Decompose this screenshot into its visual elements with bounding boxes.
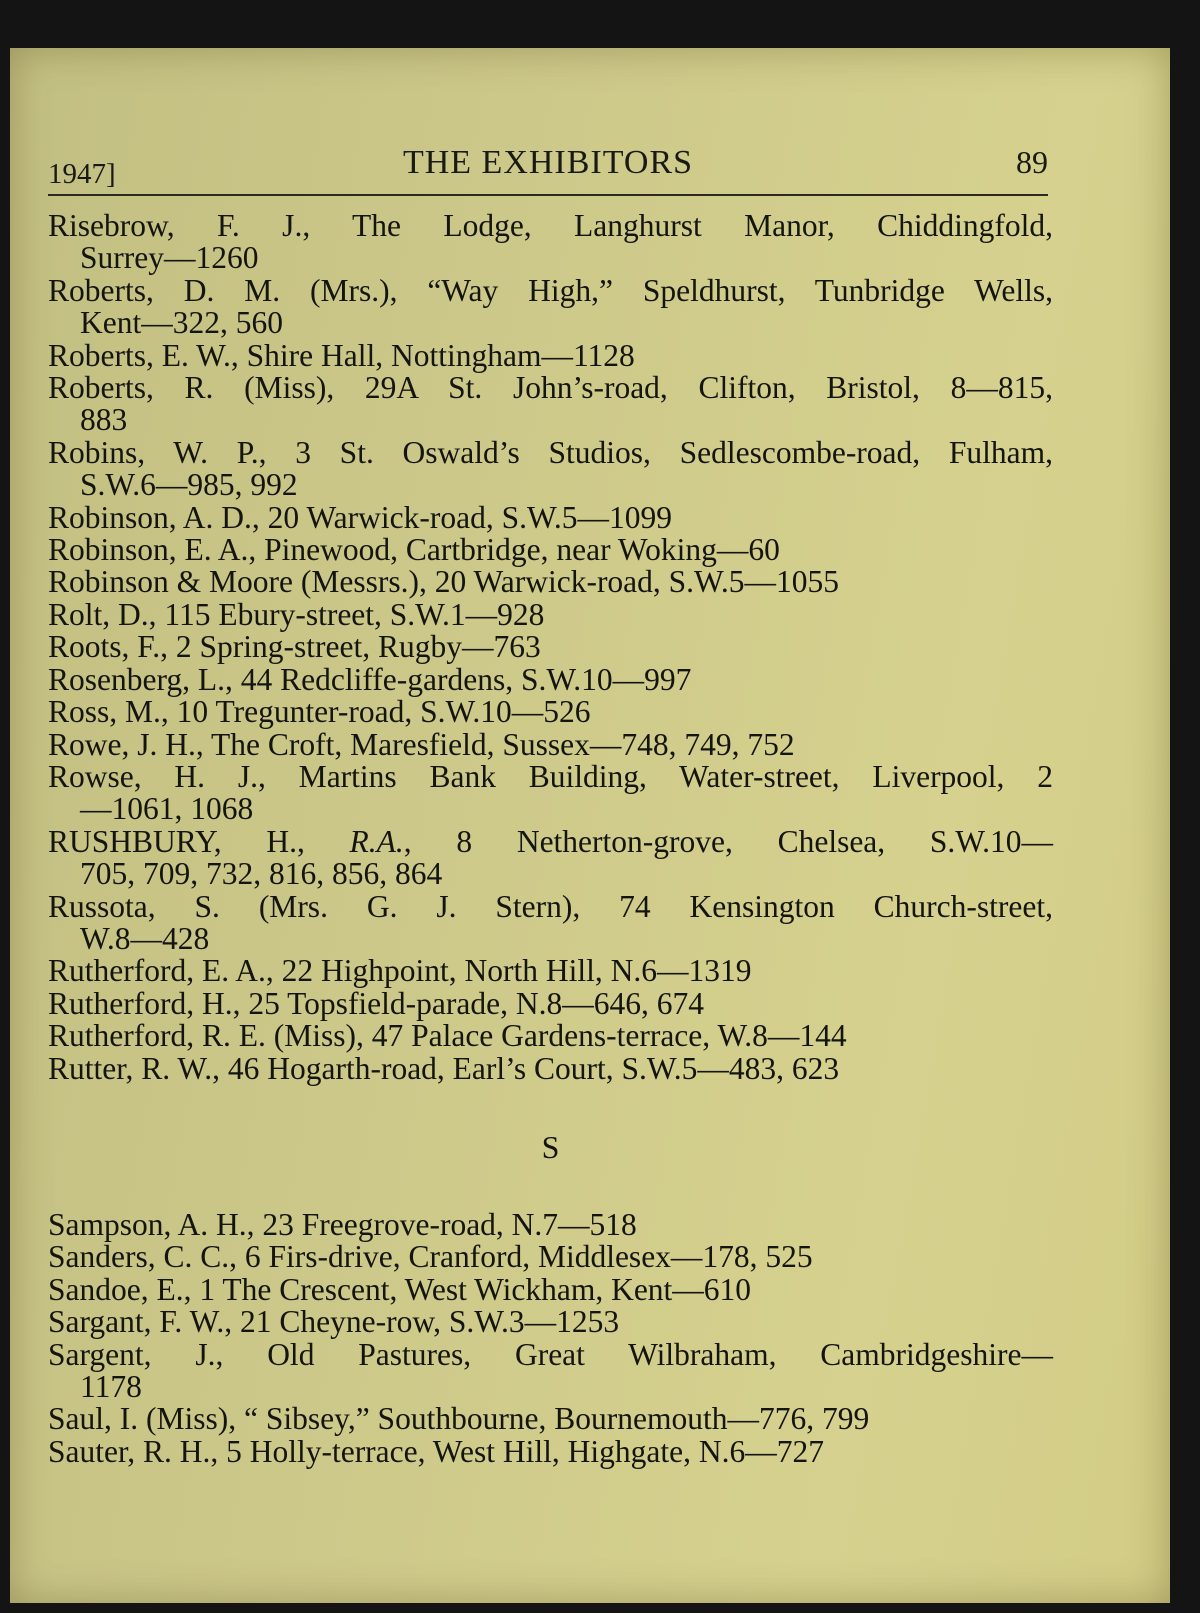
entry-sargant: Sargant, F. W., 21 Cheyne-row, S.W.3—1253 — [48, 1304, 620, 1340]
entry-saul: Saul, I. (Miss), “ Sibsey,” Southbourne, Bournemouth—776, 799 — [48, 1401, 870, 1437]
entry-robins: Robins, W. P., 3 St. Oswald’s Studios, Sedlescombe-road, Fulham, S.W.6—985, 992 — [48, 434, 1053, 503]
entry-sanders: Sanders, C. C., 6 Firs-drive, Cranford, Middlesex—178, 525 — [48, 1239, 813, 1275]
entry-sampson: Sampson, A. H., 23 Freegrove-road, N.7—518 — [48, 1206, 637, 1242]
header-rule — [48, 194, 1048, 196]
entry-sargent: Sargent, J., Old Pastures, Great Wilbraham, Cambridgeshire— 1178 — [48, 1336, 1053, 1404]
entry-roots: Roots, F., 2 Spring-street, Rugby—763 — [48, 629, 541, 665]
entry-rutherford-h: Rutherford, H., 25 Topsfield-parade, N.8—646, 674 — [48, 985, 704, 1021]
header-year: 1947] — [48, 158, 116, 190]
entry-rutherford-e-a: Rutherford, E. A., 22 Highpoint, North Hill, N.6—1319 — [48, 953, 752, 989]
page-title: THE EXHIBITORS — [402, 144, 694, 181]
entry-sauter: Sauter, R. H., 5 Holly-terrace, West Hill, Highgate, N.6—727 — [48, 1433, 824, 1469]
exhibitor-list — [48, 210, 1053, 1468]
entry-rosenberg: Rosenberg, L., 44 Redcliffe-gardens, S.W.10—997 — [48, 661, 692, 697]
entry-roberts-d-m: Roberts, D. M. (Mrs.), “Way High,” Speldhurst, Tunbridge Wells, Kent—322, 560 — [48, 272, 1053, 341]
book-page — [10, 48, 1170, 1603]
entry-roberts-r: Roberts, R. (Miss), 29A St. John’s-road, Clifton, Bristol, 8—815, 883 — [48, 370, 1053, 438]
entry-ross: Ross, M., 10 Tregunter-road, S.W.10—526 — [48, 694, 591, 730]
entry-robinson-a-d: Robinson, A. D., 20 Warwick-road, S.W.5—1099 — [48, 499, 672, 535]
entry-risebrow: Risebrow, F. J., The Lodge, Langhurst Manor, Chiddingfold, Surrey—1260 — [48, 208, 1053, 276]
entry-russota: Russota, S. (Mrs. G. J. Stern), 74 Kensington Church-street, W.8—428 — [48, 888, 1053, 956]
entry-roberts-e-w: Roberts, E. W., Shire Hall, Nottingham—1128 — [48, 337, 635, 373]
entry-rolt: Rolt, D., 115 Ebury-street, S.W.1—928 — [48, 596, 545, 632]
entry-rutter: Rutter, R. W., 46 Hogarth-road, Earl’s Court, S.W.5—483, 623 — [48, 1050, 840, 1086]
entry-rowe: Rowe, J. H., The Croft, Maresfield, Sussex—748, 749, 752 — [48, 726, 795, 762]
entry-robinson-moore: Robinson & Moore (Messrs.), 20 Warwick-road, S.W.5—1055 — [48, 564, 840, 600]
section-heading-s: S — [541, 1128, 560, 1165]
running-header — [48, 144, 1048, 190]
entry-sandoe: Sandoe, E., 1 The Crescent, West Wickham, Kent—610 — [48, 1271, 752, 1307]
entry-rutherford-r-e: Rutherford, R. E. (Miss), 47 Palace Gardens-terrace, W.8—144 — [48, 1018, 847, 1054]
page-number: 89 — [1016, 144, 1048, 180]
entry-rushbury: RUSHBURY, H., R.A., 8 Netherton-grove, Chelsea, S.W.10— 705, 709, 732, 816, 856, 864 — [48, 823, 1053, 892]
entry-robinson-e-a: Robinson, E. A., Pinewood, Cartbridge, near Woking—60 — [48, 532, 780, 568]
entry-rowse: Rowse, H. J., Martins Bank Building, Water-street, Liverpool, 2 —1061, 1068 — [48, 758, 1053, 827]
